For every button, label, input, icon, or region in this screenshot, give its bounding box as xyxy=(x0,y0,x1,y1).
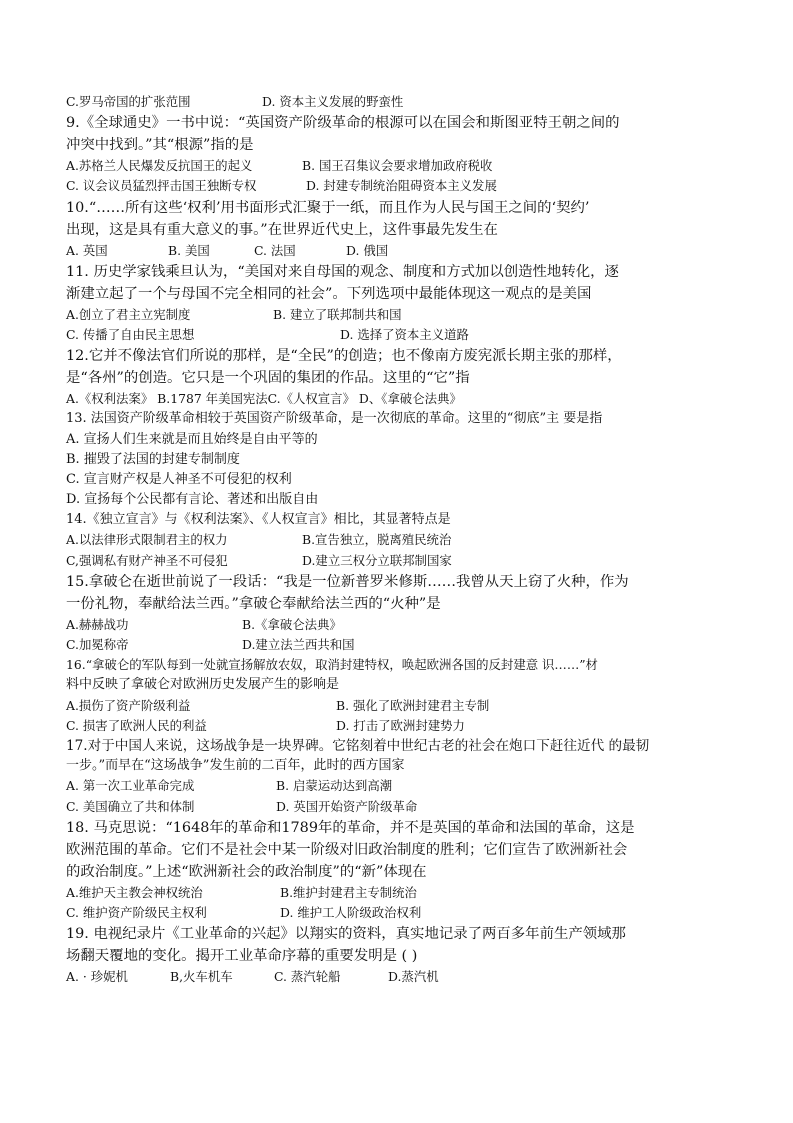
option-c: C. 蒸汽轮船 xyxy=(274,969,341,985)
question-14-options-cd xyxy=(66,551,726,571)
option-b: B.《拿破仑法典》 xyxy=(242,616,342,632)
question-13-option-c: C. 宣言财产权是人神圣不可侵犯的权利 xyxy=(66,471,292,487)
question-18-stem-line-3: 的政治制度。”上述“欧洲新社会的政治制度”的“新”体现在 xyxy=(66,863,427,880)
option-a: A.苏格兰人民爆发反抗国王的起义 xyxy=(66,158,253,174)
option-b: B. 建立了联邦制共和国 xyxy=(273,306,402,322)
question-9-stem-line-2: 冲突中找到。”其“根源”指的是 xyxy=(66,137,254,154)
question-18-stem-line-1: 18. 马克思说：“1648年的革命和1789年的革命，并不是英国的革命和法国的革命，这是 xyxy=(66,819,635,836)
question-13-option-a: A. 宣扬人们生来就是而且始终是自由平等的 xyxy=(66,431,318,447)
option-a: A.以法律形式限制君主的权力 xyxy=(66,532,228,548)
option-d: D.建立法兰西共和国 xyxy=(242,637,355,652)
question-13-stem: 13. 法国资产阶级革命相较于英国资产阶级革命，是一次彻底的革命。这里的“彻底”主 要是指 xyxy=(66,411,603,427)
question-13-option-b: B. 摧毁了法国的封建专制制度 xyxy=(66,451,240,467)
question-11-stem-line-2: 渐建立起了一个与母国不完全相同的社会”。下列选项中最能体现这一观点的是美国 xyxy=(66,285,592,302)
question-10-stem-line-2: 出现，这是具有重大意义的事。”在世界近代史上，这件事最先发生在 xyxy=(66,221,498,238)
question-8-options-cd xyxy=(66,92,726,112)
options-line: A.《权利法案》 B.1787 年美国宪法C.《人权宣言》 D、《拿破仑法典》 xyxy=(66,391,462,407)
question-16-stem-line-1: 16.“拿破仑的军队每到一处就宣扬解放农奴，取消封建特权，唤起欧洲各国的反封建意 识……”材 xyxy=(66,657,598,673)
question-15-options-cd xyxy=(66,635,726,655)
option-b: B.维护封建君主专制统治 xyxy=(280,884,417,900)
question-11-stem-line-1: 11. 历史学家钱乘旦认为，“美国对来自母国的观念、制度和方式加以创造性地转化，逐 xyxy=(66,263,619,280)
question-12-stem-line-2: 是“各州”的创造。它只是一个巩固的集团的作品。这里的“它”指 xyxy=(66,370,470,387)
option-c: C. 美国确立了共和体制 xyxy=(66,798,195,814)
option-d: D.蒸汽机 xyxy=(388,969,439,985)
option-a: A. 英国 xyxy=(66,242,108,258)
option-b: B,火车机车 xyxy=(170,969,233,985)
question-18-options-ab xyxy=(66,883,726,903)
question-10-options xyxy=(66,241,726,261)
question-15-stem-line-1: 15.拿破仑在逝世前说了一段话：“我是一位新普罗米修斯……我曾从天上窃了火种，作为 xyxy=(66,573,629,590)
option-c: C. 维护资产阶级民主权利 xyxy=(66,904,207,920)
question-16-stem-line-2: 料中反映了拿破仑对欧洲历史发展产生的影响是 xyxy=(66,677,340,693)
option-a: A. · 珍妮机 xyxy=(66,969,128,985)
question-18-options-cd xyxy=(66,903,726,923)
question-9-stem-line-1: 9.《全球通史》一书中说：“英国资产阶级革命的根源可以在国会和斯图亚特王朝之间的 xyxy=(66,115,620,132)
option-d: D. 资本主义发展的野蛮性 xyxy=(262,94,404,109)
question-16-options-ab xyxy=(66,696,726,716)
option-b: B. 美国 xyxy=(168,242,210,258)
option-c: C. 议会议员猛烈抨击国王独断专权 xyxy=(66,178,257,194)
option-d: D. 封建专制统治阻碍资本主义发展 xyxy=(306,178,497,194)
question-13-option-d: D. 宣扬每个公民都有言论、著述和出版自由 xyxy=(66,492,319,508)
option-b: B. 启蒙运动达到高潮 xyxy=(276,778,393,794)
question-11-options-cd xyxy=(66,325,726,345)
option-b: B.宣告独立，脱离殖民统治 xyxy=(302,532,452,548)
option-a: A.赫赫战功 xyxy=(66,616,129,632)
option-a: A.创立了君主立宪制度 xyxy=(66,306,191,322)
question-19-stem-line-2: 场翻天覆地的变化。揭开工业革命序幕的重要发明是 ( ) xyxy=(66,948,418,965)
question-14-options-ab xyxy=(66,530,726,550)
question-11-options-ab xyxy=(66,305,726,325)
question-17-stem-line-2: 一步。”而早在“这场战争”发生前的二百年，此时的西方国家 xyxy=(66,758,405,774)
question-19-options xyxy=(66,967,726,987)
option-d: D. 打击了欧洲封建势力 xyxy=(336,717,465,733)
question-9-options-cd xyxy=(66,176,726,196)
question-18-stem-line-2: 欧洲范围的革命。它们不是社会中某一阶级对旧政治制度的胜利；它们宣告了欧洲新社会 xyxy=(66,841,628,858)
question-15-stem-line-2: 一份礼物，奉献给法兰西。”拿破仑奉献给法兰西的“火种”是 xyxy=(66,595,441,612)
question-12-options xyxy=(66,389,726,409)
option-b: B. 强化了欧洲封建君主专制 xyxy=(336,697,490,713)
exam-page xyxy=(66,92,726,987)
option-c: C. 法国 xyxy=(254,242,296,258)
question-16-options-cd xyxy=(66,716,726,736)
option-b: B. 国王召集议会要求增加政府税收 xyxy=(302,158,493,174)
question-9-options-ab xyxy=(66,156,726,176)
option-d: D. 维护工人阶级政治权利 xyxy=(280,904,422,920)
option-c: C.加冕称帝 xyxy=(66,637,129,652)
question-17-stem-line-1: 17.对于中国人来说，这场战争是一块界碑。它铭刻着中世纪古老的社会在炮口下赶往近代 的最韧 xyxy=(66,737,650,754)
question-19-stem-line-1: 19. 电视纪录片《工业革命的兴起》以翔实的资料，真实地记录了两百多年前生产领域那 xyxy=(66,926,626,943)
option-c: C. 传播了自由民主思想 xyxy=(66,326,195,342)
option-a: A.损伤了资产阶级利益 xyxy=(66,697,191,713)
option-a: A. 第一次工业革命完成 xyxy=(66,778,195,794)
option-d: D. 英国开始资产阶级革命 xyxy=(276,798,418,814)
option-c: C,强调私有财产神圣不可侵犯 xyxy=(66,552,228,568)
option-d: D. 俄国 xyxy=(346,242,389,258)
question-17-options-cd xyxy=(66,797,726,817)
question-10-stem-line-1: 10.“……所有这些‘权利’用书面形式汇聚于一纸，而且作为人民与国王之间的‘契约’ xyxy=(66,199,590,216)
question-14-stem: 14.《独立宣言》与《权利法案》、《人权宣言》相比，其显著特点是 xyxy=(66,512,451,528)
question-12-stem-line-1: 12.它并不像法官们所说的那样，是“全民”的创造；也不像南方废宪派长期主张的那样， xyxy=(66,348,622,365)
option-d: D. 选择了资本主义道路 xyxy=(340,326,469,342)
option-c: C. 损害了欧洲人民的利益 xyxy=(66,717,207,733)
question-15-options-ab xyxy=(66,615,726,635)
option-a: A.维护天主教会神权统治 xyxy=(66,884,203,900)
option-c: C.罗马帝国的扩张范围 xyxy=(66,94,191,109)
option-d: D.建立三权分立联邦制国家 xyxy=(302,552,452,568)
question-17-options-ab xyxy=(66,776,726,796)
